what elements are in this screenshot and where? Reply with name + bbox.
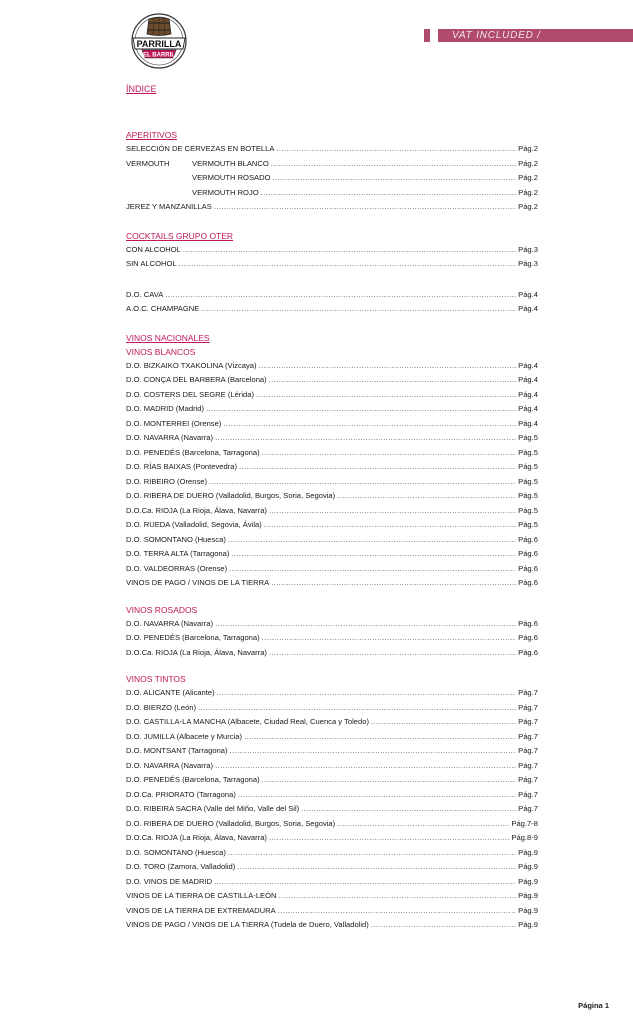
section-title-aperitivos: APERITIVOS	[126, 130, 178, 140]
toc-entry	[126, 243, 538, 258]
leader-dots	[271, 576, 516, 591]
toc-entry	[126, 788, 538, 803]
subsection-title-vinos-blancos: VINOS BLANCOS	[126, 346, 196, 357]
toc-entry-page: Pág.7	[518, 702, 538, 712]
toc-entry	[126, 846, 538, 861]
toc-entry-label: D.O. TERRA ALTA (Tarragona)	[126, 549, 230, 558]
page-number: Página 1	[578, 1001, 609, 1010]
toc-entry-label: D.O.Ca. RIOJA (La Rioja, Álava, Navarra)	[126, 505, 267, 515]
leader-dots	[215, 759, 516, 774]
toc-entry-label: D.O.Ca. RIOJA (La Rioja, Álava, Navarra)	[126, 647, 267, 657]
leader-dots	[301, 802, 516, 817]
leader-dots	[271, 157, 516, 172]
leader-dots	[276, 142, 516, 157]
vat-included-text: VAT INCLUDED /	[452, 30, 541, 41]
toc-entry-label: D.O. CAVA	[126, 289, 164, 299]
leader-dots	[229, 562, 516, 577]
toc-entry	[126, 489, 538, 504]
toc-entry	[126, 802, 538, 817]
leader-dots	[262, 446, 516, 461]
toc-entry	[126, 373, 538, 388]
leader-dots	[238, 788, 516, 803]
toc-entry	[126, 417, 538, 432]
leader-dots	[269, 831, 509, 846]
toc-entry-page: Pág.2	[518, 144, 538, 153]
vat-included-band	[424, 29, 633, 42]
toc-entry-label: D.O. RIBERA DE DUERO (Valladolid, Burgos, Soria, Segovia)	[126, 818, 336, 828]
toc-entry-page: Pág.7	[518, 760, 538, 770]
toc-entry-label	[126, 157, 269, 172]
toc-entry-label: D.O. VALDEORRAS (Orense)	[126, 563, 228, 573]
toc-entry	[126, 518, 538, 533]
section-title-vinos-nacionales: VINOS NACIONALES	[126, 332, 210, 343]
toc-entry-page: Pág.7-8	[511, 818, 538, 828]
toc-entry	[126, 171, 538, 186]
toc-entry-page: Pág.6	[518, 618, 538, 628]
toc-entry-page: Pág.2	[518, 202, 538, 211]
toc-entry-page: Pág.8-9	[511, 833, 538, 842]
leader-dots	[231, 547, 516, 562]
leader-dots	[244, 730, 516, 745]
toc-entry-page: Pág.2	[518, 187, 538, 197]
toc-entry	[126, 446, 538, 461]
toc-entry-label: D.O. PENEDÉS (Barcelona, Tarragona)	[126, 633, 260, 642]
toc-entry	[126, 817, 538, 832]
toc-entry-label: D.O.Ca. RIOJA (La Rioja, Álava, Navarra)	[126, 833, 267, 842]
toc-entry-label: D.O. VINOS DE MADRID	[126, 876, 213, 886]
toc-entry-page: Pág.5	[518, 505, 538, 515]
toc-entry-label: D.O. NAVARRA (Navarra)	[126, 760, 214, 770]
toc-entry	[126, 302, 538, 317]
leader-dots	[262, 631, 516, 646]
toc-entry-label: D.O. BIZKAIKO TXAKOLINA (Vizcaya)	[126, 360, 257, 370]
leader-dots	[279, 889, 517, 904]
toc-entry	[126, 646, 538, 661]
leader-dots	[256, 388, 516, 403]
toc-entry	[126, 547, 538, 562]
subsection-title-vinos-tintos: VINOS TINTOS	[126, 674, 186, 684]
logo-text-el-barril: EL BARRIL	[143, 52, 175, 59]
toc-entry	[126, 831, 538, 846]
toc-entry-label: D.O. RIBEIRA SACRA (Valle del Miño, Valle del Sil)	[126, 804, 300, 813]
toc-entry-label: D.O. SOMONTANO (Huesca)	[126, 534, 226, 544]
vinos-blancos-list	[126, 359, 538, 591]
toc-entry-label: D.O. NAVARRA (Navarra)	[126, 618, 214, 628]
leader-dots	[337, 489, 516, 504]
toc-entry-page: Pág.5	[518, 520, 538, 529]
toc-entry	[126, 918, 538, 933]
barrel-icon	[147, 17, 171, 36]
toc-entry-page: Pág.5	[518, 447, 538, 457]
toc-entry-page: Pág.9	[518, 905, 538, 915]
leader-dots	[183, 243, 516, 258]
toc-entry-label: D.O. RÍAS BAIXAS (Pontevedra)	[126, 462, 237, 471]
leader-dots	[217, 686, 517, 701]
toc-entry-page: Pág.7	[518, 731, 538, 741]
leader-dots	[215, 431, 516, 446]
leader-dots	[215, 617, 516, 632]
toc-entry-label: D.O. COSTERS DEL SEGRE (Lérida)	[126, 389, 254, 399]
toc-entry-page: Pág.5	[518, 462, 538, 471]
toc-entry-label: VERMOUTH ROSADO	[192, 173, 271, 182]
leader-dots	[272, 171, 516, 186]
toc-entry-label: D.O. RUEDA (Valladolid, Segovia, Ávila)	[126, 520, 262, 529]
leader-dots	[206, 402, 516, 417]
toc-entry-page: Pág.3	[518, 244, 538, 254]
toc-entry	[126, 142, 538, 157]
toc-entry	[126, 631, 538, 646]
toc-entry	[126, 715, 538, 730]
toc-entry-label: D.O. ALICANTE (Alicante)	[126, 688, 215, 697]
leader-dots	[371, 918, 516, 933]
toc-entry	[126, 504, 538, 519]
toc-entry-page: Pág.2	[518, 158, 538, 168]
toc-entry-label: D.O. RIBERA DE DUERO (Valladolid, Burgos, Soria, Segovia)	[126, 491, 336, 500]
toc-entry-label: CON ALCOHOL	[126, 244, 181, 254]
toc-entry	[126, 773, 538, 788]
toc-entry-page: Pág.4	[518, 360, 538, 370]
toc-entry-page: Pág.6	[518, 549, 538, 558]
leader-dots	[165, 288, 516, 303]
toc-entry	[126, 359, 538, 374]
leader-dots	[237, 860, 516, 875]
logo-text-parrilla: PARRILLA	[136, 39, 182, 49]
toc-entry-label: D.O. MONTERREI (Orense)	[126, 418, 222, 428]
toc-entry-label: D.O. BIERZO (León)	[126, 702, 197, 712]
toc-entry-label: VERMOUTH ROJO	[192, 187, 259, 197]
toc-entry-page: Pág.4	[518, 404, 538, 413]
toc-entry-page: Pág.7	[518, 804, 538, 813]
toc-entry	[126, 744, 538, 759]
toc-entry-page: Pág.4	[518, 418, 538, 428]
toc-entry-page: Pág.9	[518, 862, 538, 871]
leader-dots	[278, 904, 516, 919]
toc-entry-page: Pág.4	[518, 389, 538, 399]
toc-entry-label: SELECCIÓN DE CERVEZAS EN BOTELLA	[126, 144, 275, 153]
toc-entry-label: VINOS DE LA TIERRA DE CASTILLA-LEÓN	[126, 891, 277, 900]
vinos-rosados-list	[126, 617, 538, 661]
toc-entry	[126, 759, 538, 774]
toc-entry-page: Pág.6	[518, 563, 538, 573]
vinos-tintos-list	[126, 686, 538, 933]
table-of-contents	[126, 128, 538, 933]
toc-entry	[126, 889, 538, 904]
leader-dots	[198, 701, 516, 716]
section-title-cocktails: COCKTAILS GRUPO OTER	[126, 230, 234, 241]
leader-dots	[223, 417, 516, 432]
toc-entry-page: Pág.7	[518, 775, 538, 784]
toc-entry-page: Pág.7	[518, 688, 538, 697]
toc-entry-sublabel: VERMOUTH BLANCO	[192, 158, 269, 168]
toc-entry	[126, 701, 538, 716]
leader-dots	[179, 257, 516, 272]
toc-entry-label: D.O. JUMILLA (Albacete y Murcia)	[126, 731, 243, 741]
toc-entry-label: VINOS DE LA TIERRA DE EXTREMADURA	[126, 905, 276, 915]
toc-entry-page: Pág.4	[518, 289, 538, 299]
toc-entry-label: D.O. MONTSANT (Tarragona)	[126, 746, 228, 755]
toc-entry	[126, 617, 538, 632]
toc-entry-label: D.O. MADRID (Madrid)	[126, 404, 205, 413]
toc-entry-label: SIN ALCOHOL	[126, 259, 177, 268]
leader-dots	[259, 359, 517, 374]
toc-entry	[126, 186, 538, 201]
toc-entry-label: D.O. CASTILLA-LA MANCHA (Albacete, Ciudad Real, Cuenca y Toledo)	[126, 717, 369, 726]
toc-entry-label: D.O. PENEDÉS (Barcelona, Tarragona)	[126, 775, 260, 784]
toc-entry-page: Pág.5	[518, 433, 538, 442]
toc-entry-page: Pág.2	[518, 173, 538, 182]
toc-entry-label: D.O.Ca. PRIORATO (Tarragona)	[126, 789, 236, 799]
leader-dots	[228, 533, 516, 548]
toc-entry	[126, 562, 538, 577]
leader-dots	[269, 646, 516, 661]
leader-dots	[262, 773, 516, 788]
toc-entry-page: Pág.6	[518, 633, 538, 642]
subsection-title-vinos-rosados: VINOS ROSADOS	[126, 604, 198, 615]
toc-entry	[126, 875, 538, 890]
toc-entry-page: Pág.7	[518, 717, 538, 726]
toc-entry-label: D.O. RIBEIRO (Orense)	[126, 476, 208, 486]
toc-entry	[126, 200, 538, 215]
leader-dots	[214, 200, 516, 215]
toc-entry-label: JEREZ Y MANZANILLAS	[126, 202, 212, 211]
toc-entry	[126, 157, 538, 172]
toc-entry	[126, 576, 538, 591]
toc-entry-label: D.O. NAVARRA (Navarra)	[126, 433, 214, 442]
toc-entry-label: D.O. SOMONTANO (Huesca)	[126, 847, 226, 857]
toc-entry-label: D.O. PENEDÉS (Barcelona, Tarragona)	[126, 447, 260, 457]
toc-entry-page: Pág.5	[518, 476, 538, 486]
leader-dots	[230, 744, 517, 759]
leader-dots	[239, 460, 516, 475]
toc-entry-page: Pág.7	[518, 746, 538, 755]
toc-entry	[126, 257, 538, 272]
parrilla-el-barril-logo	[128, 12, 190, 70]
toc-entry	[126, 904, 538, 919]
toc-entry-page: Pág.9	[518, 847, 538, 857]
toc-entry-category: VERMOUTH	[126, 158, 170, 168]
leader-dots	[228, 846, 516, 861]
toc-entry-page: Pág.9	[518, 920, 538, 929]
toc-entry-page: Pág.9	[518, 876, 538, 886]
leader-dots	[201, 302, 516, 317]
page-title: ÍNDICE	[126, 84, 157, 94]
toc-entry	[126, 860, 538, 875]
toc-entry-page: Pág.3	[518, 259, 538, 268]
leader-dots	[264, 518, 516, 533]
toc-entry	[126, 460, 538, 475]
leader-dots	[209, 475, 516, 490]
toc-entry-label: A.O.C. CHAMPAGNE	[126, 304, 200, 313]
toc-entry-page: Pág.6	[518, 578, 538, 587]
leader-dots	[214, 875, 516, 890]
toc-entry	[126, 475, 538, 490]
toc-entry-label: VINOS DE PAGO / VINOS DE LA TIERRA	[126, 578, 270, 587]
toc-entry	[126, 533, 538, 548]
toc-entry-page: Pág.4	[518, 375, 538, 384]
toc-entry-page: Pág.6	[518, 647, 538, 657]
leader-dots	[269, 373, 516, 388]
leader-dots	[337, 817, 509, 832]
toc-entry	[126, 402, 538, 417]
toc-entry-label: D.O. CONÇA DEL BARBERA (Barcelona)	[126, 375, 267, 384]
leader-dots	[269, 504, 516, 519]
toc-entry-page: Pág.4	[518, 304, 538, 313]
toc-entry-page: Pág.5	[518, 491, 538, 500]
toc-entry-label: VINOS DE PAGO / VINOS DE LA TIERRA (Tudela de Duero, Valladolid)	[126, 920, 369, 929]
toc-entry	[126, 288, 538, 303]
toc-entry-label: D.O. TORO (Zamora, Valladolid)	[126, 862, 236, 871]
leader-dots	[371, 715, 516, 730]
toc-entry-page: Pág.7	[518, 789, 538, 799]
toc-entry	[126, 730, 538, 745]
toc-entry	[126, 686, 538, 701]
toc-entry-page: Pág.6	[518, 534, 538, 544]
leader-dots	[261, 186, 516, 201]
toc-entry-page: Pág.9	[518, 891, 538, 900]
toc-entry	[126, 388, 538, 403]
toc-entry	[126, 431, 538, 446]
